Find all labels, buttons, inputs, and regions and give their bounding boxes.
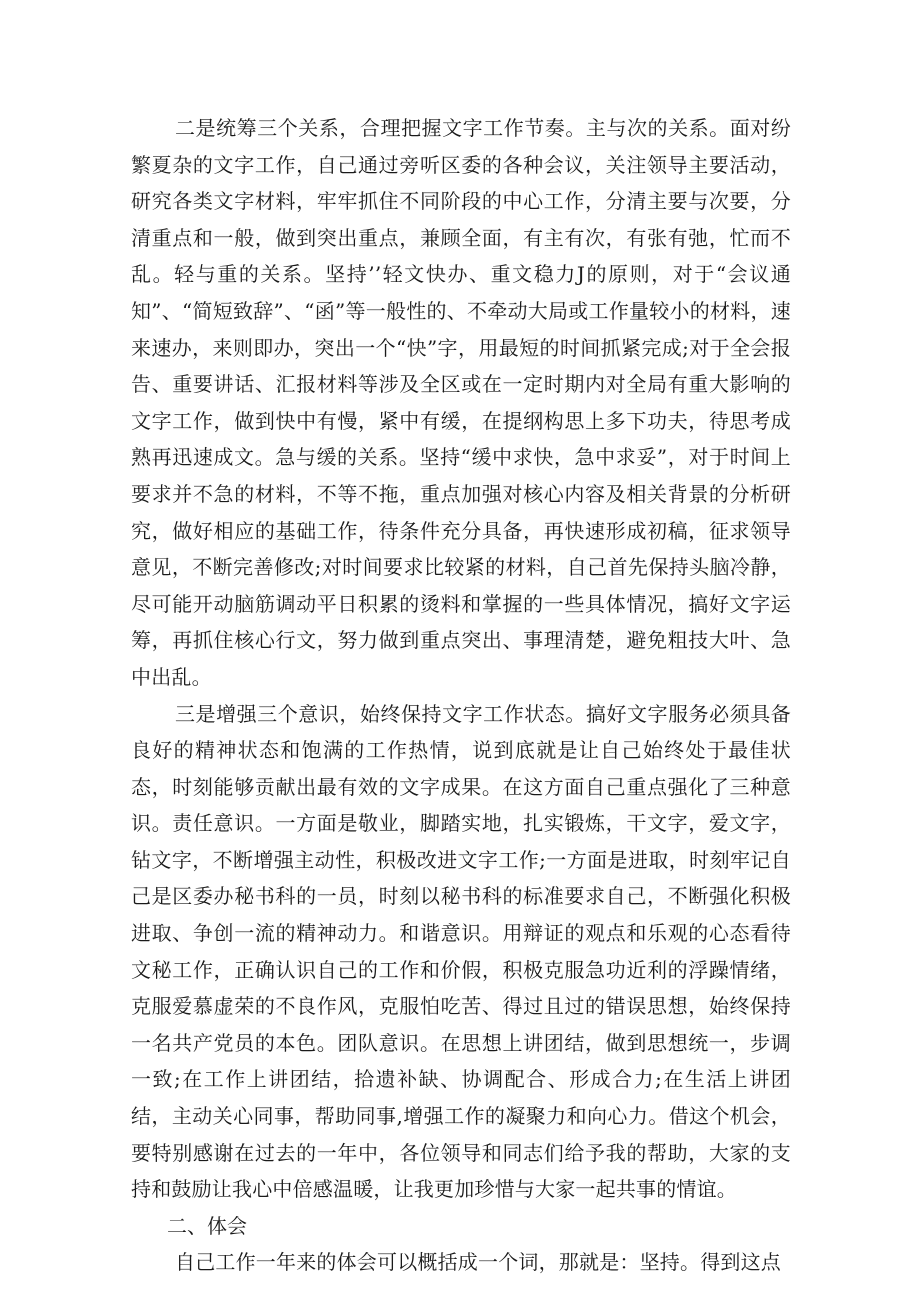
section-heading-experience: 二、体会 [167, 1213, 247, 1238]
paragraph-experience-summary: 自己工作一年来的体会可以概括成一个词，那就是：坚持。得到这点 [175, 1250, 781, 1275]
document-body [131, 110, 791, 1281]
paragraph-three-awareness: 三是增强三个意识，始终保持文字工作状态。搞好文字服务必须具备良好的精神状态和饱满的工作热情，说到底就是让自己始终处于最佳状态，时刻能够贡献出最有效的文字成果。在这方面自己重点强化了三种意识。责任意识。一方面是敬业，脚踏实地，扎实锻炼，干文字，爱文字，钻文字，不断增强主动性，积极改进文字工作;一方面是进取，时刻牢记自己是区委办秘书科的一员，时刻以秘书科的标准要求自己，不断强化积极进取、争创一流的精神动力。和谐意识。用辩证的观点和乐观的心态看待文秘工作，正确认识自己的工作和价假，积极克服急功近利的浮躁情绪，克服爱慕虚荣的不良作风，克服怕吃苦、得过且过的错误思想，始终保持一名共产党员的本色。团队意识。在思想上讲团结，做到思想统一，步调一致;在工作上讲团结，拾遗补缺、协调配合、形成合力;在生活上讲团结，主动关心同事，帮助同事,增强工作的凝聚力和向心力。借这个机会，要特别感谢在过去的一年中，各位领导和同志们给予我的帮助，大家的支持和鼓励让我心中倍感温暖，让我更加珍惜与大家一起共事的情谊。 [131, 701, 791, 1202]
paragraph-coordinate-relations: 二是统筹三个关系，合理把握文字工作节奏。主与次的关系。面对纷繁夏杂的文字工作，自己通过旁听区委的各种会议，关注领导主要活动，研究各类文字材料，牢牢抓住不同阶段的中心工作，分清主要与次要，分清重点和一般，做到突出重点，兼顾全面，有主有次，有张有弛，忙而不乱。轻与重的关系。坚持’’轻文快办、重文稳力J的原则，对于“会议通知”、“简短致辞”、“函”等一般性的、不牵动大局或工作量较小的材料，速来速办，来则即办，突出一个“快”字，用最短的时间抓紧完成;对于全会报告、重要讲话、汇报材料等涉及全区或在一定时期内对全局有重大影响的文字工作，做到快中有慢，紧中有缓，在提纲构思上多下功夫，待思考成熟再迅速成文。急与缓的关系。坚持“缓中求快，急中求妥”，对于时间上要求并不急的材料，不等不拖，重点加强对核心内容及相关背景的分析研究，做好相应的基础工作，待条件充分具备，再快速形成初稿，征求领导意见，不断完善修改;对时间要求比较紧的材料，自己首先保持头脑冷静，尽可能开动脑筋调动平日积累的烫料和掌握的一些具体情况，搞好文字运筹，再抓住核心行文，努力做到重点突出、事理清楚，避免粗技大叶、急中出乱。 [131, 116, 791, 689]
